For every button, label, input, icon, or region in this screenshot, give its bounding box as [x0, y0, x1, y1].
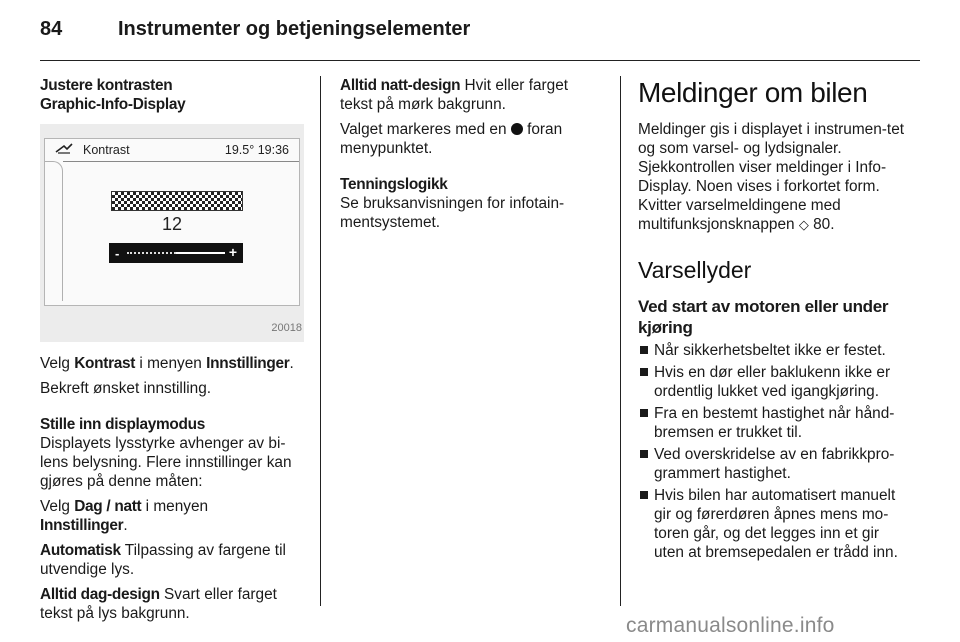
warning-list: [638, 341, 912, 562]
list-item: [638, 404, 912, 442]
option-automatisk: [40, 541, 304, 579]
bullet-square-icon: [640, 368, 648, 376]
list-item: [638, 363, 912, 401]
plus-icon: +: [228, 244, 237, 260]
text-run: .: [289, 355, 294, 372]
paragraph-select-daynight: [40, 497, 304, 535]
text-run: i menyen: [141, 498, 209, 515]
display-figure: [40, 124, 304, 342]
column-divider-1: [320, 76, 321, 606]
option-label: Alltid dag-design: [40, 586, 160, 603]
section-heading-ignition: Tenningslogikk: [340, 176, 448, 193]
paragraph-select-contrast: [40, 354, 304, 373]
paragraph-messages-intro: [638, 120, 912, 234]
section-heading-displaymode: Stille inn displaymodus: [40, 416, 205, 433]
screen-title-bar: [45, 139, 299, 161]
bullet-square-icon: [640, 346, 648, 354]
page-title: Instrumenter og betjeningselementer: [118, 18, 471, 40]
list-item-text: Hvis en dør eller baklukenn ikke er ordentlig lukket ved igangkjøring.: [654, 364, 891, 400]
text-run: Valget markeres med en: [340, 121, 511, 138]
display-screen: [44, 138, 300, 306]
text-run: Velg: [40, 355, 75, 372]
option-text: Hvit eller farget tekst på mørk bakgrunn.: [340, 77, 569, 113]
figure-number: 20018: [271, 322, 302, 334]
column-left: [40, 76, 304, 623]
bullet-square-icon: [640, 409, 648, 417]
section-heading-engine-start: Ved start av motoren eller under kjøring: [638, 297, 889, 337]
screen-status: 19.5° 19:36: [224, 142, 289, 157]
menu-term-innstillinger: Innstillinger: [206, 355, 290, 372]
column-middle: [340, 76, 604, 232]
contrast-test-pattern: [111, 191, 243, 211]
filled-circle-icon: [511, 123, 523, 135]
list-item: [638, 486, 912, 562]
paragraph-confirm: Bekreft ønsket innstilling.: [40, 380, 212, 397]
paragraph-brightness: Displayets lysstyrke avhenger av bi-lens belysning. Flere innstillinger kan gjøres på denne måten:: [40, 435, 292, 490]
page-reference: 80.: [808, 216, 835, 233]
list-item-text: Ved overskridelse av en fabrikkpro-grammert hastighet.: [654, 446, 895, 482]
option-label: Automatisk: [40, 542, 121, 559]
page-number: 84: [40, 18, 63, 40]
list-item: [638, 445, 912, 483]
page-header: [40, 18, 920, 48]
list-item-text: Hvis bilen har automatisert manuelt gir og førerdøren åpnes mens mo-toren går, og det legges inn et gir uten at bremsepedalen er trådd inn.: [654, 487, 898, 561]
option-label: Alltid natt-design: [340, 77, 461, 94]
list-item: [638, 341, 912, 360]
paragraph-marker: [340, 120, 604, 158]
contrast-slider: [109, 243, 243, 263]
section-heading-messages: Meldinger om bilen: [638, 77, 868, 108]
contrast-value: 12: [161, 214, 183, 234]
section-heading-warning-sounds: Varsellyder: [638, 257, 752, 283]
section-heading-contrast: Justere kontrasten: [40, 77, 173, 94]
list-item-text: Når sikkerhetsbeltet ikke er festet.: [654, 342, 886, 359]
column-right: [638, 76, 912, 562]
page-reference-icon: ◇: [798, 217, 809, 232]
menu-term-dag-natt: Dag / natt: [74, 498, 142, 515]
settings-wrench-icon: [53, 141, 75, 160]
paragraph-ignition: Se bruksanvisningen for infotain-mentsystemet.: [340, 195, 565, 231]
section-heading-display: Graphic-Info-Display: [40, 96, 186, 113]
menu-term-innstillinger: Innstillinger: [40, 517, 124, 534]
bullet-square-icon: [640, 450, 648, 458]
column-divider-2: [620, 76, 621, 606]
slider-dotted-part: [127, 252, 176, 254]
text-run: foran menypunktet.: [340, 121, 563, 157]
text-run: Meldinger gis i displayet i instrumen-tet og som varsel- og lydsignaler. Sjekkontrollen viser meldinger i Info-Display. Noen vises i forkortet form. Kvitter varselmeldingene med multifunksjonsknappen: [638, 121, 905, 233]
text-run: .: [123, 517, 128, 534]
option-night-design: [340, 76, 604, 114]
list-item-text: Fra en bestemt hastighet når hånd-bremsen er trukket til.: [654, 405, 895, 441]
text-run: i menyen: [135, 355, 207, 372]
menu-term-kontrast: Kontrast: [74, 355, 136, 372]
option-text: Svart eller farget tekst på lys bakgrunn.: [40, 586, 277, 622]
watermark: carmanualsonline.info: [626, 614, 835, 637]
header-divider: [40, 60, 920, 61]
option-text: Tilpassing av fargene til utvendige lys.: [40, 542, 286, 578]
slider-solid-part: [176, 252, 225, 254]
screen-title: Kontrast: [83, 142, 130, 157]
minus-icon: -: [115, 246, 120, 261]
bullet-square-icon: [640, 491, 648, 499]
screen-title-underline: [63, 161, 299, 162]
option-day-design: [40, 585, 304, 623]
text-run: Velg: [40, 498, 75, 515]
